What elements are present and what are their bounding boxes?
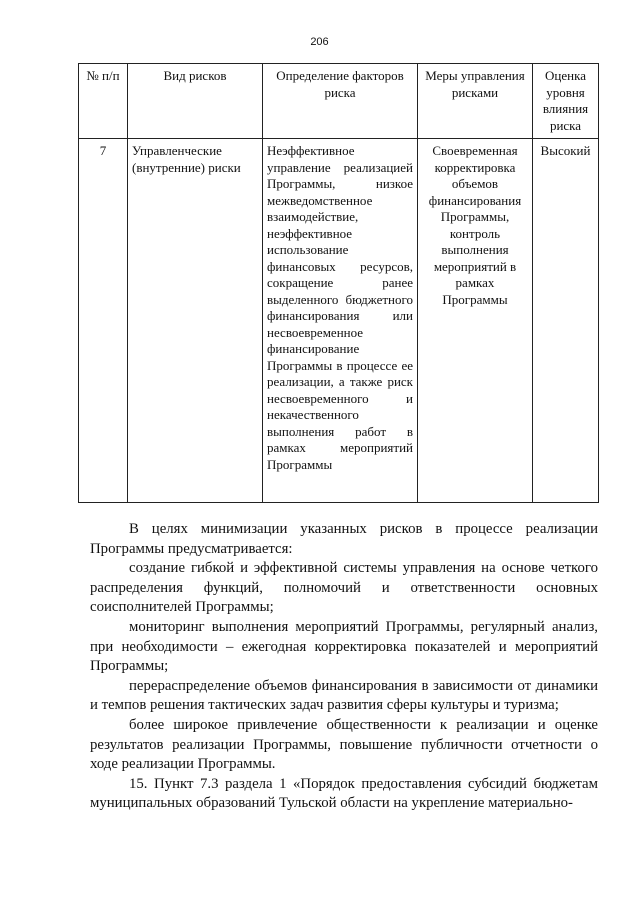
table-header-row <box>79 64 599 139</box>
cell-risk-factors: Неэффективное управление реализацией Программы, низкое межведомственное взаимодействие, неэффективное использование финансовых ресурсов, сокращение ранее выделенного бюджетного финансирования или несвоевременное финансирование Программы в процессе ее реализации, а также риск несвоевременного и некачественного выполнения работ в рамках мероприятий Программы <box>263 139 418 503</box>
body-text <box>90 520 598 814</box>
header-number: № п/п <box>79 64 128 139</box>
cell-impact-level: Высокий <box>533 139 599 503</box>
header-risk-factors: Определение факторов риска <box>263 64 418 139</box>
cell-number: 7 <box>79 139 128 503</box>
header-risk-type: Вид рисков <box>128 64 263 139</box>
paragraph-intro: В целях минимизации указанных рисков в процессе реализации Программы предусматривается: <box>90 521 598 557</box>
header-impact-level: Оценка уровня влияния риска <box>533 64 599 139</box>
risk-table <box>78 63 599 503</box>
table-row <box>79 139 599 503</box>
paragraph-measure-4: более широкое привлечение общественности к реализации и оценке результатов реализации Программы, повышение публичности отчетности о ходе реализации Программы. <box>90 716 598 773</box>
cell-risk-type: Управленческие (внутренние) риски <box>128 139 263 503</box>
header-management-measures: Меры управления рисками <box>418 64 533 139</box>
paragraph-measure-3: перераспределение объемов финансирования в зависимости от динамики и темпов решения тактических задач развития сферы культуры и туризма; <box>90 677 598 714</box>
paragraph-measure-2: мониторинг выполнения мероприятий Программы, регулярный анализ, при необходимости – ежегодная корректировка показателей и мероприятий Программы; <box>90 618 598 675</box>
cell-management-measures: Своевременная корректировка объемов финансирования Программы, контроль выполнения мероприятий в рамках Программы <box>418 139 533 503</box>
paragraph-item-15: 15. Пункт 7.3 раздела 1 «Порядок предоставления субсидий бюджетам муниципальных образований Тульской области на укрепление материально- <box>90 775 598 812</box>
page-number: 206 <box>310 36 329 48</box>
paragraph-measure-1: создание гибкой и эффективной системы управления на основе четкого распределения функций, полномочий и ответственности основных соисполнителей Программы; <box>90 560 598 616</box>
